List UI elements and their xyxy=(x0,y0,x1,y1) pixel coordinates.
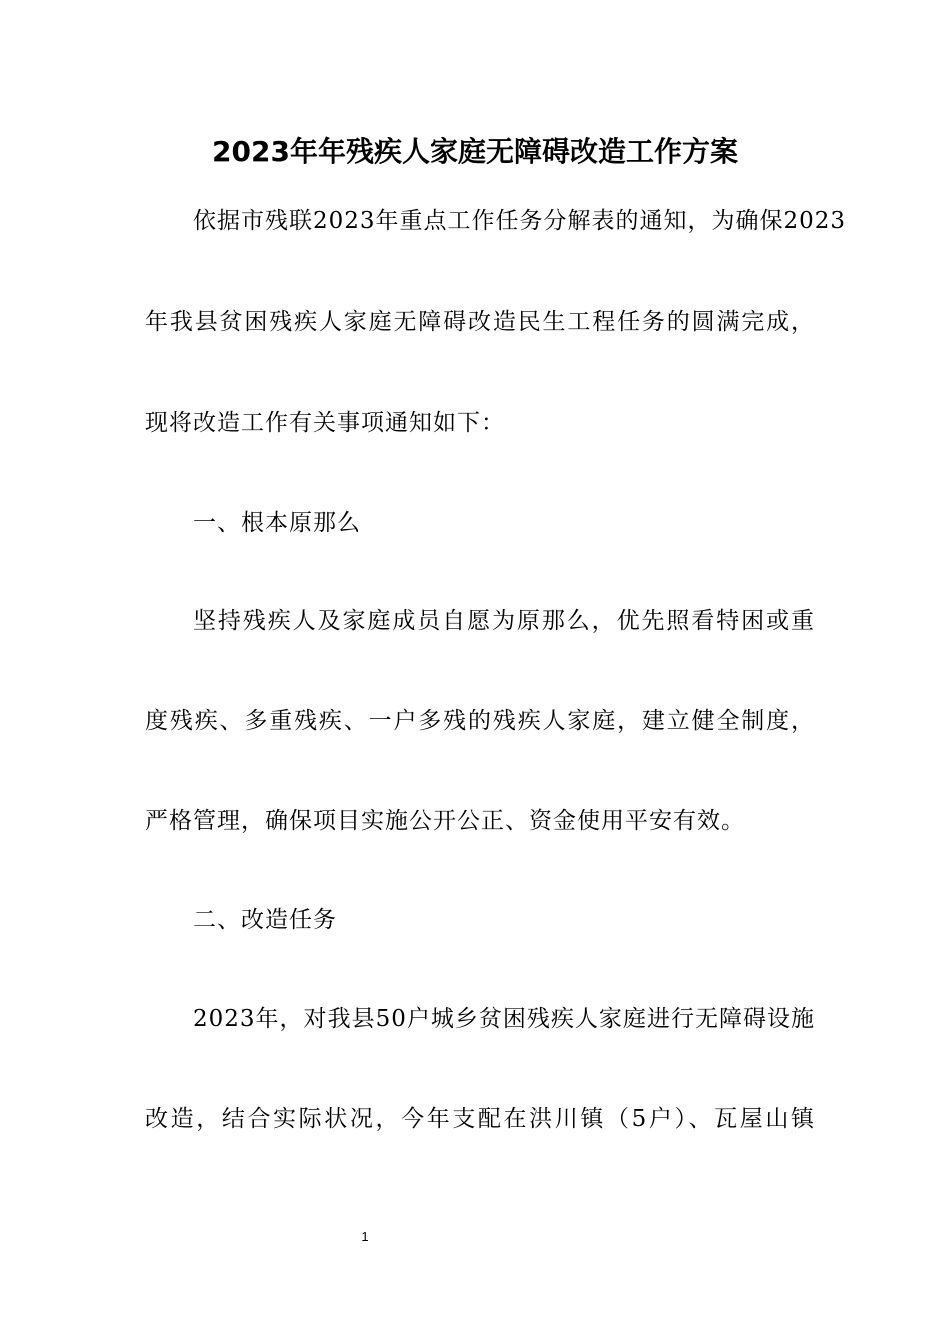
document-title: 2023年年残疾人家庭无障碍改造工作方案 xyxy=(212,135,738,168)
paragraph-line: 现将改造工作有关事项通知如下： xyxy=(145,410,505,436)
page-number: 1 xyxy=(361,1229,369,1244)
paragraph-line: 2023年，对我县50户城乡贫困残疾人家庭进行无障碍设施 xyxy=(193,1006,815,1032)
paragraph-line: 度残疾、多重残疾、一户多残的残疾人家庭，建立健全制度， xyxy=(145,708,815,734)
section-heading: 二、改造任务 xyxy=(193,907,337,933)
paragraph-line: 改造，结合实际状况，今年支配在洪川镇（5户）、瓦屋山镇 xyxy=(145,1106,815,1132)
paragraph-line: 年我县贫困残疾人家庭无障碍改造民生工程任务的圆满完成， xyxy=(145,309,815,335)
paragraph-line: 坚持残疾人及家庭成员自愿为原那么，优先照看特困或重 xyxy=(193,608,815,634)
section-heading: 一、根本原那么 xyxy=(193,510,361,536)
paragraph-line: 依据市残联2023年重点工作任务分解表的通知，为确保2023 xyxy=(193,208,847,234)
paragraph-line: 严格管理，确保项目实施公开公正、资金使用平安有效。 xyxy=(145,808,745,834)
